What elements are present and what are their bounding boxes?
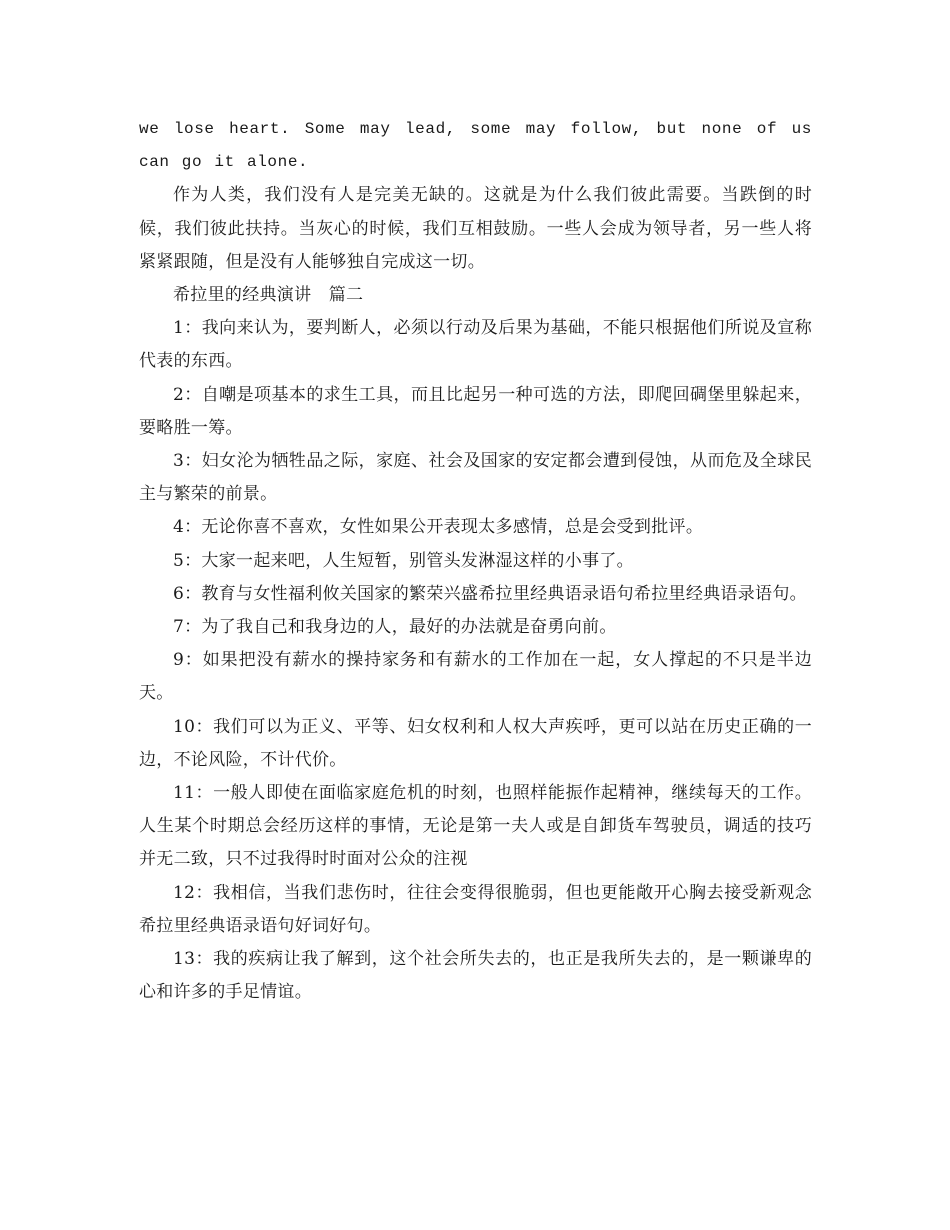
quote-item-3: 3：妇女沦为牺牲品之际，家庭、社会及国家的安定都会遭到侵蚀，从而危及全球民主与繁荣的前景。 xyxy=(139,451,812,505)
section-heading: 希拉里的经典演讲 篇二 xyxy=(173,285,364,306)
quote-item-12: 12：我相信，当我们悲伤时，往往会变得很脆弱，但也更能敞开心胸去接受新观念希拉里经典语录语句好词好句。 xyxy=(139,882,812,936)
quote-item-5: 5：大家一起来吧，人生短暂，别管头发淋湿这样的小事了。 xyxy=(173,550,634,571)
quote-item-13: 13：我的疾病让我了解到，这个社会所失去的，也正是我所失去的，是一颗谦卑的心和许多的手足情谊。 xyxy=(139,949,812,1003)
document-page xyxy=(139,113,812,1009)
quote-item-10: 10：我们可以为正义、平等、妇女权利和人权大声疾呼，更可以站在历史正确的一边，不论风险，不计代价。 xyxy=(139,716,812,770)
quote-item-2: 2：自嘲是项基本的求生工具，而且比起另一种可选的方法，即爬回碉堡里躲起来，要略胜一筹。 xyxy=(139,384,812,438)
quote-item-11: 11：一般人即使在面临家庭危机的时刻，也照样能振作起精神，继续每天的工作。人生某个时期总会经历这样的事情，无论是第一夫人或是自卸货车驾驶员，调适的技巧并无二致，只不过我得时时面对公众的注视 xyxy=(139,783,812,870)
chinese-translation-paragraph: 作为人类，我们没有人是完美无缺的。这就是为什么我们彼此需要。当跌倒的时候，我们彼此扶持。当灰心的时候，我们互相鼓励。一些人会成为领导者，另一些人将紧紧跟随，但是没有人能够独自完成这一切。 xyxy=(139,185,812,272)
quote-item-9: 9：如果把没有薪水的操持家务和有薪水的工作加在一起，女人撑起的不只是半边天。 xyxy=(139,650,812,704)
quote-item-1: 1：我向来认为，要判断人，必须以行动及后果为基础，不能只根据他们所说及宣称代表的东西。 xyxy=(139,318,812,372)
quote-item-6: 6：教育与女性福利攸关国家的繁荣兴盛希拉里经典语录语句希拉里经典语录语句。 xyxy=(173,583,807,604)
english-quote-continuation: we lose heart. Some may lead, some may follow, but none of us can go it alone. xyxy=(139,120,812,172)
quote-item-4: 4：无论你喜不喜欢，女性如果公开表现太多感情，总是会受到批评。 xyxy=(173,517,704,538)
quote-item-7: 7：为了我自己和我身边的人，最好的办法就是奋勇向前。 xyxy=(173,617,617,638)
